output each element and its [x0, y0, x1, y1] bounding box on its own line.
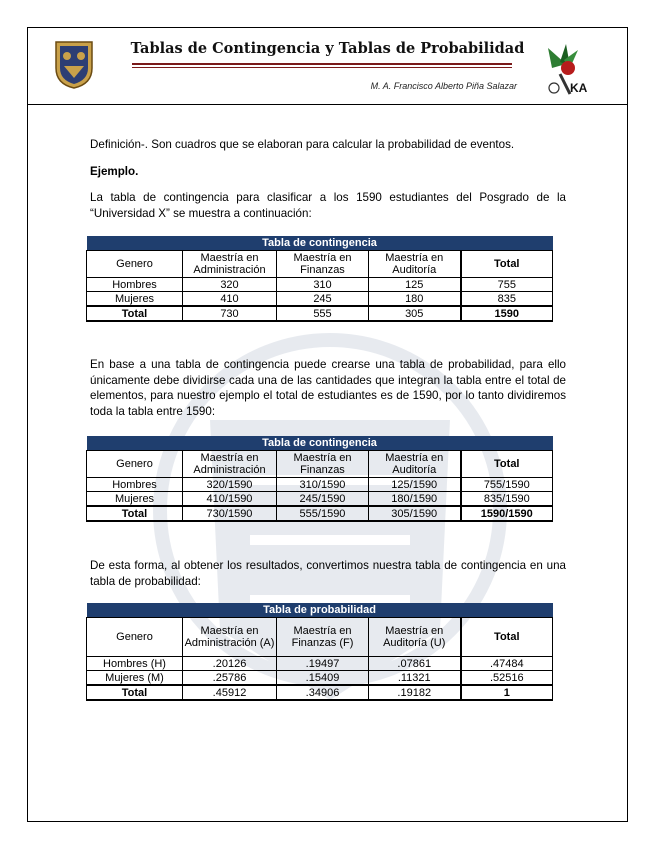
table-cell: 835	[461, 292, 553, 307]
contingency-table	[86, 236, 553, 322]
table-cell: 835/1590	[461, 492, 553, 507]
header-cell: Maestría en Finanzas	[277, 451, 369, 478]
table-header-row	[87, 251, 553, 278]
example-heading: Ejemplo.	[90, 165, 139, 178]
table-cell: 555	[277, 306, 369, 321]
table-cell: Hombres (H)	[87, 657, 183, 671]
table-row	[87, 657, 553, 671]
intro-paragraph: La tabla de contingencia para clasificar a los 1590 estudiantes del Posgrado de la “Universidad X” se muestra a continuación:	[90, 191, 566, 220]
table-row	[87, 292, 553, 307]
table-cell: 305	[369, 306, 461, 321]
table-total-row	[87, 506, 553, 521]
table-cell: 1590	[461, 306, 553, 321]
table-cell: 245	[277, 292, 369, 307]
table-cell: .45912	[183, 685, 277, 700]
header-cell: Genero	[87, 451, 183, 478]
base-paragraph: En base a una tabla de contingencia puede crearse una tabla de probabilidad, para ello únicamente debe dividirse cada una de las cantidades que integran la tabla entre el total de elementos, para nuestro ejemplo el total de estudiantes es de 1590, por lo tanto dividiremos toda la tabla entre 1590:	[90, 358, 566, 418]
table-row	[87, 278, 553, 292]
table-cell: 410/1590	[183, 492, 277, 507]
table-cell: 555/1590	[277, 506, 369, 521]
table-cell: .19182	[369, 685, 461, 700]
header-cell: Genero	[87, 618, 183, 657]
table-cell: 730/1590	[183, 506, 277, 521]
title-rule	[132, 63, 512, 65]
page-title: Tablas de Contingencia y Tablas de Probabilidad	[130, 40, 525, 57]
table-cell: 320	[183, 278, 277, 292]
table-cell: Total	[87, 685, 183, 700]
table-total-row	[87, 685, 553, 700]
header-cell: Maestría en Finanzas (F)	[277, 618, 369, 657]
table-cell: Hombres	[87, 478, 183, 492]
header-divider	[28, 104, 627, 105]
svg-text:KA: KA	[570, 81, 588, 95]
table-cell: .34906	[277, 685, 369, 700]
header-cell: Maestría en Finanzas	[277, 251, 369, 278]
table-header-row	[87, 618, 553, 657]
table-cell: 755	[461, 278, 553, 292]
table-cell: 1590/1590	[461, 506, 553, 521]
table-cell: 180	[369, 292, 461, 307]
table-row	[87, 478, 553, 492]
author-name: M. A. Francisco Alberto Piña Salazar	[370, 81, 517, 91]
contingency-fraction-table	[86, 436, 553, 522]
table-cell: 755/1590	[461, 478, 553, 492]
table-cell: 1	[461, 685, 553, 700]
table-cell: .11321	[369, 671, 461, 686]
table-cell: .52516	[461, 671, 553, 686]
table-total-row	[87, 306, 553, 321]
header-cell: Total	[461, 451, 553, 478]
table-cell: .07861	[369, 657, 461, 671]
table-cell: Total	[87, 306, 183, 321]
definition-paragraph: Definición-. Son cuadros que se elaboran para calcular la probabilidad de eventos.	[90, 138, 515, 151]
header-cell: Total	[461, 251, 553, 278]
table-cell: 310	[277, 278, 369, 292]
header-cell: Maestría en Administración	[183, 451, 277, 478]
table-cell: 730	[183, 306, 277, 321]
header-cell: Genero	[87, 251, 183, 278]
title-rule-thin	[132, 67, 512, 68]
table-cell: Mujeres	[87, 292, 183, 307]
table-cell: .47484	[461, 657, 553, 671]
table-cell: Mujeres	[87, 492, 183, 507]
table-cell: .25786	[183, 671, 277, 686]
conclusion-paragraph: De esta forma, al obtener los resultados, convertimos nuestra tabla de contingencia en una tabla de probabilidad:	[90, 559, 566, 588]
table-caption: Tabla de contingencia	[87, 236, 553, 251]
table-cell: Hombres	[87, 278, 183, 292]
table-cell: 320/1590	[183, 478, 277, 492]
table-cell: .15409	[277, 671, 369, 686]
table-cell: Total	[87, 506, 183, 521]
table-cell: 305/1590	[369, 506, 461, 521]
table-cell: 125	[369, 278, 461, 292]
probability-table	[86, 603, 553, 701]
table-cell: Mujeres (M)	[87, 671, 183, 686]
table-cell: 180/1590	[369, 492, 461, 507]
table-header-row	[87, 451, 553, 478]
table-cell: 245/1590	[277, 492, 369, 507]
table-row	[87, 492, 553, 507]
table-caption: Tabla de probabilidad	[87, 603, 553, 618]
header-cell: Maestría en Auditoría	[369, 451, 461, 478]
header-cell: Maestría en Auditoría (U)	[369, 618, 461, 657]
table-row	[87, 671, 553, 686]
header-cell: Maestría en Administración	[183, 251, 277, 278]
table-caption: Tabla de contingencia	[87, 436, 553, 451]
header-cell: Total	[461, 618, 553, 657]
table-cell: .19497	[277, 657, 369, 671]
header-cell: Maestría en Administración (A)	[183, 618, 277, 657]
table-cell: 310/1590	[277, 478, 369, 492]
table-cell: .20126	[183, 657, 277, 671]
table-cell: 125/1590	[369, 478, 461, 492]
table-cell: 410	[183, 292, 277, 307]
header-cell: Maestría en Auditoría	[369, 251, 461, 278]
